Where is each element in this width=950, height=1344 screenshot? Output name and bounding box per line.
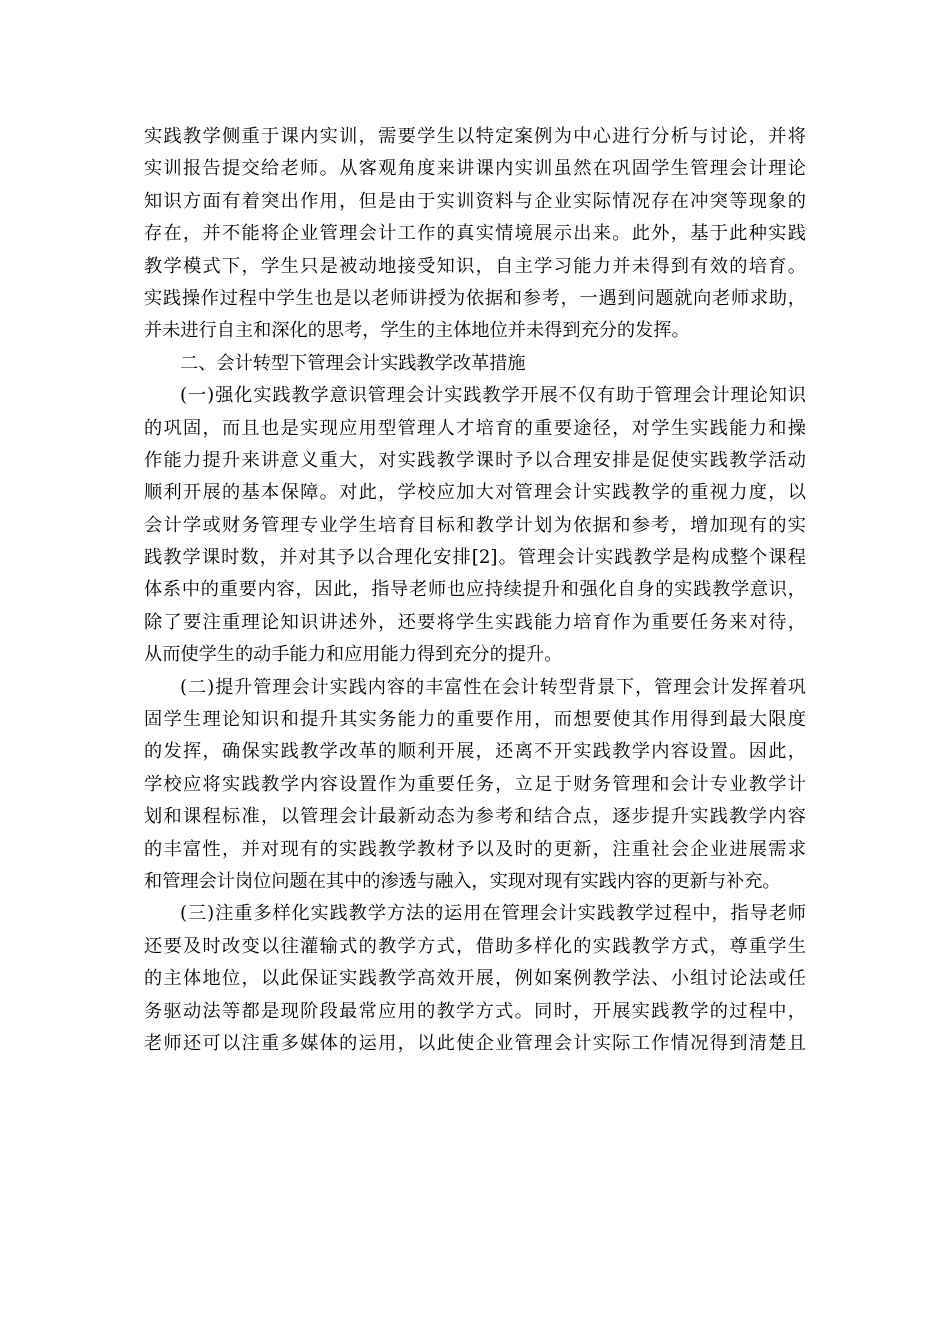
text-line: 实践教学侧重于课内实训，需要学生以特定案例为中心进行分析与讨论，并将 [144,126,806,147]
text-line: 的发挥，确保实践教学改革的顺利开展，还离不开实践教学内容设置。因此， [144,741,806,763]
text-line: 老师还可以注重多媒体的运用，以此使企业管理会计实际工作情况得到清楚且 [144,1032,806,1054]
text-line: 除了要注重理论知识讲述外，还要将学生实践能力培育作为重要任务来对待， [144,611,806,633]
paragraph-strengthen-awareness [144,380,806,672]
text-line: 固学生理论知识和提升其实务能力的重要作用，而想要使其作用得到最大限度 [144,709,806,731]
text-line: 体系中的重要内容，因此，指导老师也应持续提升和强化自身的实践教学意识， [144,579,806,601]
text-line: 顺利开展的基本保障。对此，学校应加大对管理会计实践教学的重视力度，以 [144,482,806,504]
text-line: 划和课程标准，以管理会计最新动态为参考和结合点，逐步提升实践教学内容 [144,806,806,828]
text-line: 还要及时改变以往灌输式的教学方式，借助多样化的实践教学方式，尊重学生 [144,935,806,957]
text-line: (二)提升管理会计实践内容的丰富性在会计转型背景下，管理会计发挥着巩 [180,676,806,698]
text-line: 实训报告提交给老师。从客观角度来讲课内实训虽然在巩固学生管理会计理论 [144,158,806,180]
document-body [144,121,806,1060]
text-line: 作能力提升来讲意义重大，对实践教学课时予以合理安排是促使实践教学活动 [144,449,806,471]
text-line: 务驱动法等都是现阶段最常应用的教学方式。同时，开展实践教学的过程中， [144,1000,806,1022]
text-line: 教学模式下，学生只是被动地接受知识，自主学习能力并未得到有效的培育。 [144,255,806,277]
text-line: 的巩固，而且也是实现应用型管理人才培育的重要途径，对学生实践能力和操 [144,417,806,439]
text-line: 学校应将实践教学内容设置作为重要任务，立足于财务管理和会计专业教学计 [144,773,806,795]
text-line: (三)注重多样化实践教学方法的运用在管理会计实践教学过程中，指导老师 [180,903,806,925]
paragraph-diverse-methods [144,898,806,1060]
text-line: 会计学或财务管理专业学生培育目标和教学计划为依据和参考，增加现有的实 [144,514,806,536]
text-line: 践教学课时数，并对其予以合理化安排[2]。管理会计实践教学是构成整个课程 [144,547,806,569]
paragraph-practice-teaching [144,121,806,348]
text-line: 和管理会计岗位问题在其中的渗透与融入，实现对现有实践内容的更新与补充。 [144,870,781,892]
heading-text: 二、会计转型下管理会计实践教学改革措施 [180,352,526,374]
text-line: 知识方面有着突出作用，但是由于实训资料与企业实际情况存在冲突等现象的 [144,190,806,212]
paragraph-enrich-content [144,672,806,899]
text-line: (一)强化实践教学意识管理会计实践教学开展不仅有助于管理会计理论知识 [180,385,806,407]
text-line: 从而使学生的动手能力和应用能力得到充分的提升。 [144,644,563,666]
section-heading [144,348,806,380]
text-line: 存在，并不能将企业管理会计工作的真实情境展示出来。此外，基于此种实践 [144,223,806,245]
text-line: 实践操作过程中学生也是以老师讲授为依据和参考，一遇到问题就向老师求助， [144,287,806,309]
text-line: 并未进行自主和深化的思考，学生的主体地位并未得到充分的发挥。 [144,320,690,342]
text-line: 的丰富性，并对现有的实践教学教材予以及时的更新，注重社会企业进展需求 [144,838,806,860]
text-line: 的主体地位，以此保证实践教学高效开展，例如案例教学法、小组讨论法或任 [144,968,806,990]
